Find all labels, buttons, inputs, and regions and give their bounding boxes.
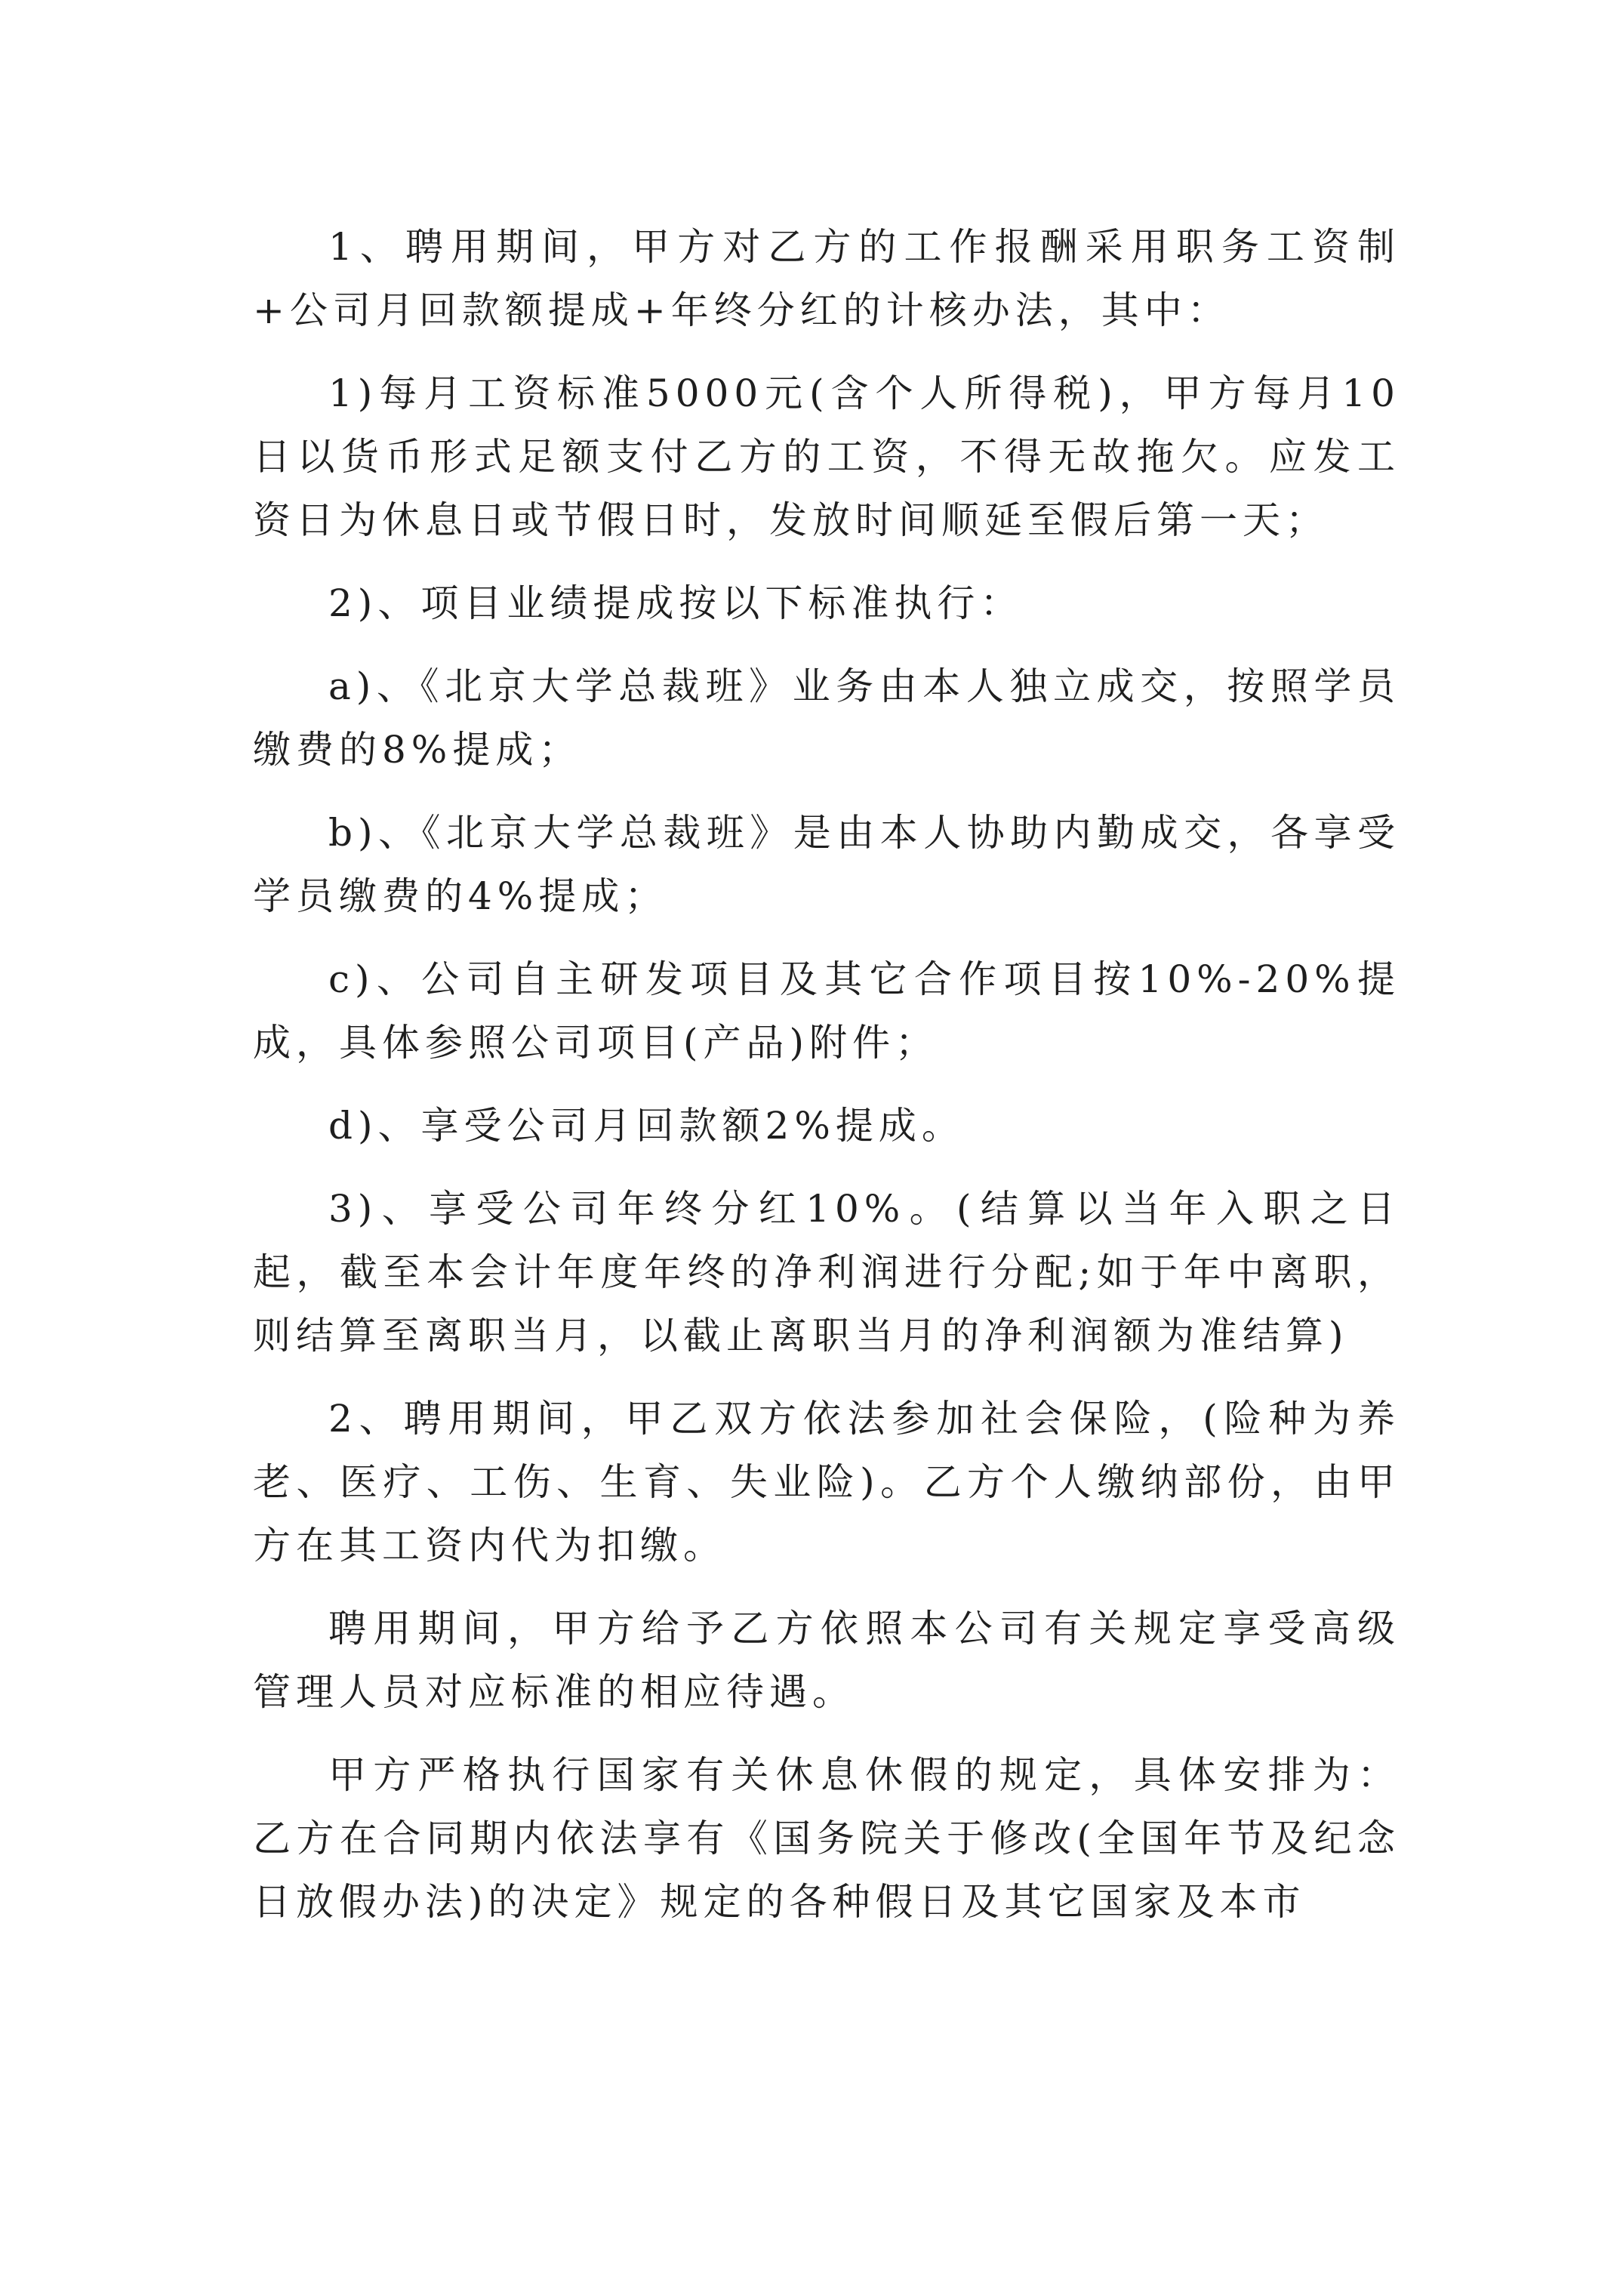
paragraph-benefits: 聘用期间，甲方给予乙方依照本公司有关规定享受高级管理人员对应标准的相应待遇。 xyxy=(253,1607,1400,1714)
paragraph-year-end-bonus: 3)、享受公司年终分红10%。(结算以当年入职之日起，截至本会计年度年终的净利润进行分配;如于年中离职，则结算至离职当月，以截止离职当月的净利润额为准结算) xyxy=(253,1187,1400,1358)
paragraph-commission-b: b)、《北京大学总裁班》是由本人协助内勤成交，各享受学员缴费的4%提成； xyxy=(253,811,1400,918)
paragraph-salary-method: 1、聘用期间，甲方对乙方的工作报酬采用职务工资制+公司月回款额提成+年终分红的计核办法，其中： xyxy=(253,225,1400,332)
paragraph-holidays: 甲方严格执行国家有关休息休假的规定，具体安排为：乙方在合同期内依法享有《国务院关于修改(全国年节及纪念日放假办法)的决定》规定的各种假日及其它国家及本市 xyxy=(253,1753,1400,1924)
paragraph-commission-standard: 2)、项目业绩提成按以下标准执行： xyxy=(328,581,1024,625)
paragraph-commission-c: c)、公司自主研发项目及其它合作项目按10%-20%提成，具体参照公司项目(产品)附件； xyxy=(253,957,1400,1065)
paragraph-monthly-wage: 1)每月工资标准5000元(含个人所得税)，甲方每月10日以货币形式足额支付乙方的工资，不得无故拖欠。应发工资日为休息日或节假日时，发放时间顺延至假后第一天； xyxy=(253,371,1400,542)
paragraph-commission-d: d)、享受公司月回款额2%提成。 xyxy=(328,1104,965,1148)
paragraph-social-insurance: 2、聘用期间，甲乙双方依法参加社会保险，(险种为养老、医疗、工伤、生育、失业险)。乙方个人缴纳部份，由甲方在其工资内代为扣缴。 xyxy=(253,1397,1400,1567)
contract-body xyxy=(253,215,1400,1953)
paragraph-commission-a: a)、《北京大学总裁班》业务由本人独立成交，按照学员缴费的8%提成； xyxy=(253,664,1400,772)
